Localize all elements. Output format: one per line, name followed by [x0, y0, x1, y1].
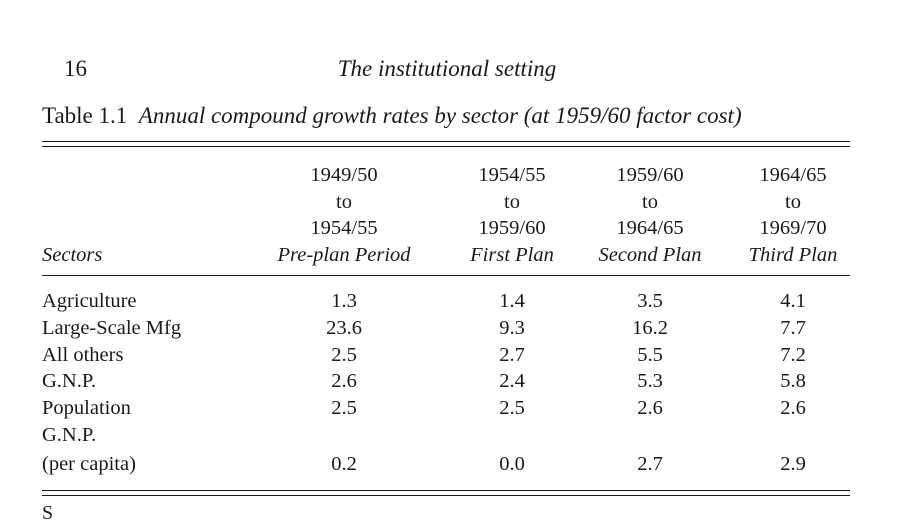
table-row-gnp-per-capita-label — [0, 422, 900, 449]
table-row-all-others — [0, 342, 900, 369]
row-label-line2: (per capita) — [42, 453, 136, 475]
cell-first-plan: 2.4 — [499, 370, 525, 392]
row-label: Agriculture — [42, 290, 137, 312]
cell-second-plan: 3.5 — [637, 290, 663, 312]
cell-third-plan: 5.8 — [780, 370, 806, 392]
sectors-column-header: Sectors — [42, 244, 103, 266]
column-header-from-year: 1959/60 — [616, 164, 684, 186]
row-label: Large-Scale Mfg — [42, 317, 182, 339]
row-label: Population — [42, 397, 131, 419]
top-rule-lower — [42, 146, 850, 147]
table-caption-title: Annual compound growth rates by sector (at 1959/60 factor cost) — [138, 103, 742, 128]
cell-third-plan: 4.1 — [780, 290, 806, 312]
top-rule-upper — [42, 141, 850, 142]
cell-first-plan: 2.7 — [499, 344, 525, 366]
bottom-rule-upper — [42, 490, 850, 491]
row-label: All others — [42, 344, 124, 366]
column-header-from-year: 1954/55 — [478, 164, 546, 186]
column-header-from-year: 1949/50 — [310, 164, 378, 186]
cell-third-plan: 2.6 — [780, 397, 806, 419]
cell-pre-plan: 0.2 — [331, 453, 357, 475]
cell-third-plan: 2.9 — [780, 453, 806, 475]
column-header-to-year: 1954/55 — [310, 217, 378, 239]
cell-pre-plan: 23.6 — [326, 317, 362, 339]
cell-second-plan: 16.2 — [632, 317, 668, 339]
column-header-period: First Plan — [470, 243, 554, 266]
source-note-fragment: S — [42, 502, 54, 524]
cell-pre-plan: 2.6 — [331, 370, 357, 392]
cell-first-plan: 9.3 — [499, 317, 525, 339]
column-header-to-word: to — [336, 190, 352, 213]
running-title: The institutional setting — [337, 56, 557, 81]
cell-first-plan: 1.4 — [499, 290, 525, 312]
cell-third-plan: 7.7 — [780, 317, 806, 339]
page-number: 16 — [64, 56, 87, 81]
column-header-to-word: to — [785, 190, 801, 213]
cell-third-plan: 7.2 — [780, 344, 806, 366]
cell-first-plan: 2.5 — [499, 397, 525, 419]
table-row-agriculture — [0, 288, 900, 315]
cell-pre-plan: 2.5 — [331, 344, 357, 366]
table-row-gnp-per-capita — [0, 451, 900, 478]
column-header-to-year: 1964/65 — [616, 217, 684, 239]
row-label: G.N.P. — [42, 370, 97, 392]
table-row-population — [0, 395, 900, 422]
column-header-to-year: 1959/60 — [478, 217, 546, 239]
table-row-gnp — [0, 368, 900, 395]
header-rule — [42, 275, 850, 276]
column-header-pre-plan — [254, 162, 434, 268]
table-row-large-scale-mfg — [0, 315, 900, 342]
row-label: G.N.P. — [42, 424, 97, 446]
column-header-third-plan — [703, 162, 883, 268]
column-header-period: Pre-plan Period — [277, 243, 411, 266]
cell-second-plan: 5.3 — [637, 370, 663, 392]
column-header-period: Second Plan — [598, 243, 702, 266]
cell-second-plan: 2.6 — [637, 397, 663, 419]
bottom-rule-lower — [42, 495, 850, 496]
cell-first-plan: 0.0 — [499, 453, 525, 475]
column-header-period: Third Plan — [748, 243, 838, 266]
cell-pre-plan: 2.5 — [331, 397, 357, 419]
column-header-to-word: to — [642, 190, 658, 213]
column-header-from-year: 1964/65 — [759, 164, 827, 186]
table-caption-label: Table 1.1 — [42, 103, 128, 128]
table-caption — [42, 102, 742, 130]
cell-second-plan: 5.5 — [637, 344, 663, 366]
cell-pre-plan: 1.3 — [331, 290, 357, 312]
cell-second-plan: 2.7 — [637, 453, 663, 475]
column-header-to-year: 1969/70 — [759, 217, 827, 239]
column-header-to-word: to — [504, 190, 520, 213]
